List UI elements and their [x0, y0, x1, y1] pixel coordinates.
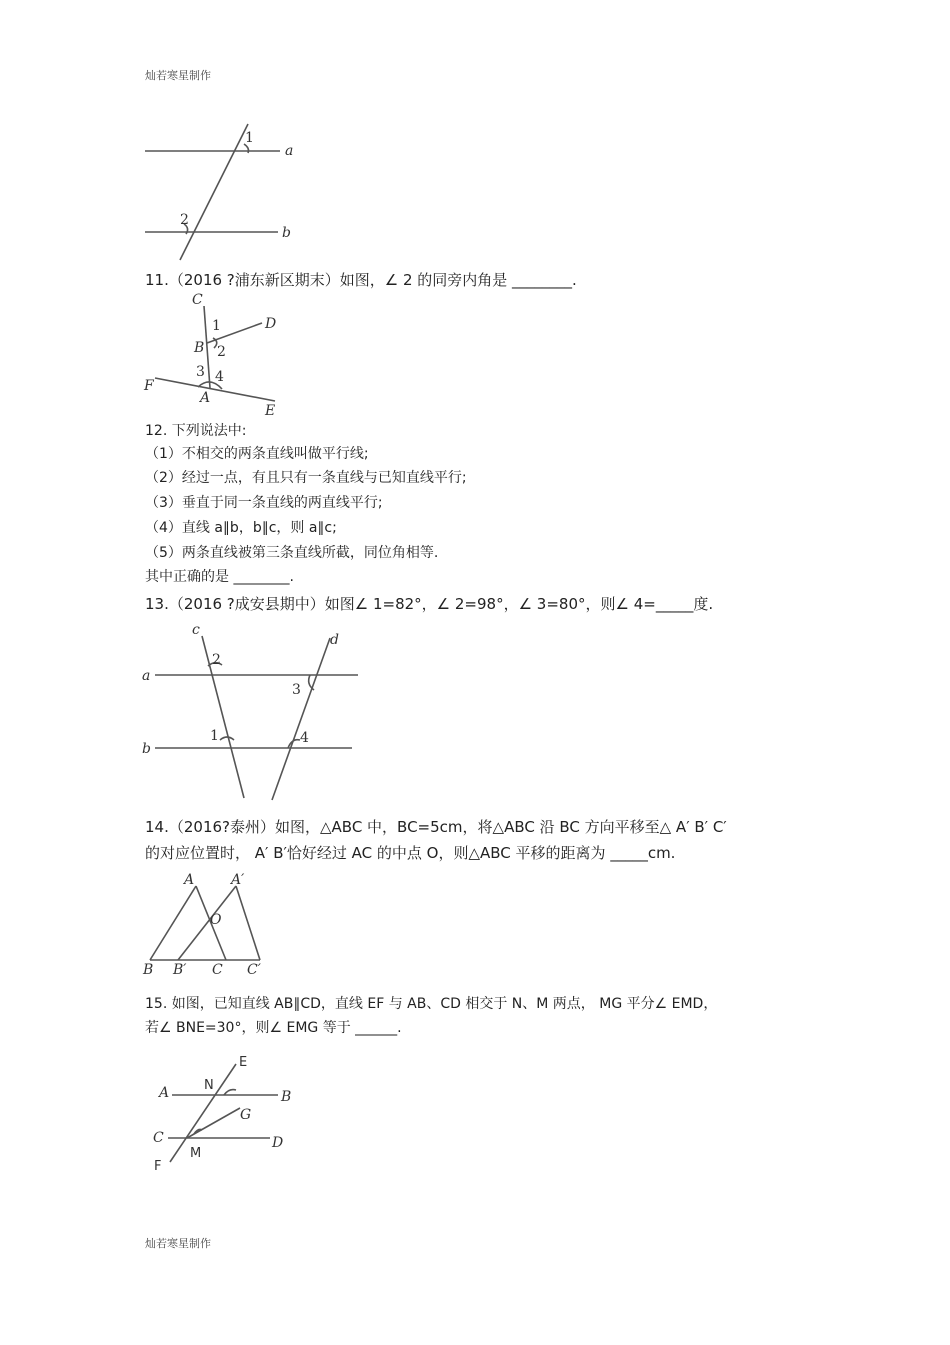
- figure-q15: [150, 1050, 300, 1175]
- angle-1-arc: [220, 737, 234, 740]
- label-B-prime: B′: [173, 962, 187, 978]
- label-angle-3: 3: [196, 364, 205, 380]
- label-A: A: [159, 1085, 170, 1101]
- label-angle-4: 4: [300, 730, 309, 746]
- label-angle-1: 1: [212, 318, 221, 334]
- label-angle-3: 3: [292, 682, 301, 698]
- q14-line-1: 14.（2016?泰州）如图，△ABC 中，BC=5cm，将△ABC 沿 BC 方向平移至△ A′ B′ C′: [145, 818, 727, 836]
- label-A-prime: A′: [231, 872, 245, 888]
- label-B: B: [194, 340, 205, 356]
- label-d: d: [330, 632, 339, 648]
- label-angle-1: 1: [210, 728, 219, 744]
- transversal: [180, 124, 248, 260]
- label-angle-2: 2: [212, 652, 221, 668]
- label-F: F: [144, 378, 154, 394]
- label-C-prime: C′: [247, 962, 261, 978]
- line-EF: [170, 1064, 236, 1162]
- line-c: [202, 636, 244, 798]
- q12-item-5: （5）两条直线被第三条直线所截，同位角相等.: [145, 545, 439, 561]
- angle-3-arc: [309, 675, 314, 690]
- side-A2C2: [236, 886, 260, 960]
- label-c: c: [192, 622, 200, 638]
- q12-item-4: （4）直线 a∥b，b∥c，则 a∥c;: [145, 520, 337, 536]
- q12-item-1: （1）不相交的两条直线叫做平行线;: [145, 446, 369, 462]
- q14-line-2: 的对应位置时， A′ B′恰好经过 AC 的中点 O，则△ABC 平移的距离为 _____cm.: [145, 844, 676, 862]
- label-B: B: [281, 1089, 292, 1105]
- label-angle-1: 1: [245, 130, 254, 146]
- label-angle-4: 4: [215, 369, 224, 385]
- q12-title: 12. 下列说法中:: [145, 423, 247, 439]
- figure-q14: [140, 872, 275, 982]
- side-B2A2: [178, 886, 236, 960]
- label-M: M: [190, 1146, 202, 1161]
- label-E: E: [265, 403, 276, 419]
- label-a: a: [142, 668, 151, 684]
- q12-item-3: （3）垂直于同一条直线的两直线平行;: [145, 495, 383, 511]
- page-footer: 灿若寒星制作: [145, 1237, 211, 1250]
- q15-line-1: 15. 如图，已知直线 AB∥CD，直线 EF 与 AB、CD 相交于 N、M 两点， MG 平分∠ EMD，: [145, 996, 718, 1012]
- q12-item-2: （2）经过一点，有且只有一条直线与已知直线平行;: [145, 470, 467, 486]
- side-BA: [150, 886, 196, 960]
- label-C: C: [212, 962, 223, 978]
- figure-q13: [140, 620, 370, 805]
- angle-n-arc: [224, 1090, 236, 1095]
- angle-4-arc: [288, 740, 300, 748]
- label-G: G: [240, 1107, 252, 1123]
- label-O: O: [210, 912, 222, 928]
- label-N: N: [204, 1078, 214, 1093]
- label-A: A: [184, 872, 195, 888]
- label-angle-2: 2: [217, 344, 226, 360]
- label-F: F: [154, 1159, 162, 1174]
- label-C: C: [192, 292, 203, 308]
- q15-line-2: 若∠ BNE=30°，则∠ EMG 等于 ______.: [145, 1020, 402, 1036]
- label-b: b: [142, 741, 151, 757]
- q13-text: 13.（2016 ?成安县期中）如图∠ 1=82°，∠ 2=98°，∠ 3=80°，则∠ 4=_____度.: [145, 595, 714, 613]
- label-angle-2: 2: [180, 212, 189, 228]
- label-line-b: b: [282, 225, 291, 241]
- label-D: D: [265, 316, 277, 332]
- line-d: [272, 638, 330, 800]
- q12-answer: 其中正确的是 ________.: [145, 569, 294, 585]
- label-line-a: a: [285, 143, 294, 159]
- figure-q10: [140, 120, 310, 265]
- label-E: E: [239, 1055, 248, 1070]
- label-D: D: [272, 1135, 284, 1151]
- label-B: B: [143, 962, 154, 978]
- label-C: C: [153, 1130, 164, 1146]
- figure-q11: [140, 288, 290, 418]
- page-header: 灿若寒星制作: [145, 69, 211, 82]
- q11-text: 11.（2016 ?浦东新区期末）如图，∠ 2 的同旁内角是 ________.: [145, 271, 577, 289]
- label-A: A: [200, 390, 211, 406]
